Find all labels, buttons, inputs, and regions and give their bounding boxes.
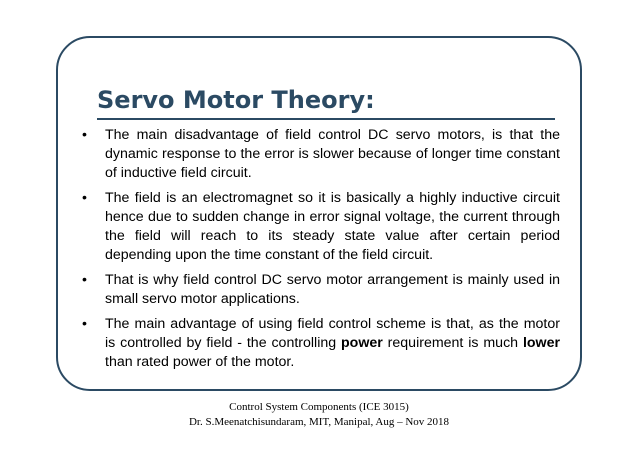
bullet-item-4 <box>82 315 560 372</box>
slide-footer <box>0 400 638 430</box>
footer-author: Dr. S.Meenatchisundaram, MIT, Manipal, Aug – Nov 2018 <box>188 416 450 428</box>
bullet-text: The main advantage of using field control scheme is that, as the motor is controlled by field - the controlling <box>105 316 560 351</box>
bullet-text-middle: requirement is much <box>382 335 523 351</box>
footer-course: Control System Components (ICE 3015) <box>229 401 409 413</box>
bullet-text-end: than rated power of the motor. <box>105 354 295 370</box>
title-underline <box>97 118 555 120</box>
bullet-text: That is why field control DC servo motor arrangement is mainly used in small servo motor applications. <box>105 272 560 307</box>
bullet-item-3 <box>82 271 560 309</box>
slide-title: Servo Motor Theory: <box>97 86 375 114</box>
bullet-item-1 <box>82 126 560 183</box>
bold-word-power: power <box>341 335 383 351</box>
bullet-text: The main disadvantage of field control DC servo motors, is that the dynamic response to the error is slower because of longer time constant of inductive field circuit. <box>105 127 560 181</box>
bullet-icon: • <box>82 127 87 143</box>
bullet-icon: • <box>82 316 87 332</box>
bullet-item-2 <box>82 189 560 265</box>
bullet-icon: • <box>82 272 87 288</box>
bullet-list <box>82 126 560 378</box>
bold-word-lower: lower <box>522 335 560 351</box>
bullet-icon: • <box>82 190 87 206</box>
bullet-text: The field is an electromagnet so it is basically a highly inductive circuit hence due to sudden change in error signal voltage, the current through the field will reach to its steady state value after certain period depending upon the time constant of the field circuit. <box>105 190 560 263</box>
